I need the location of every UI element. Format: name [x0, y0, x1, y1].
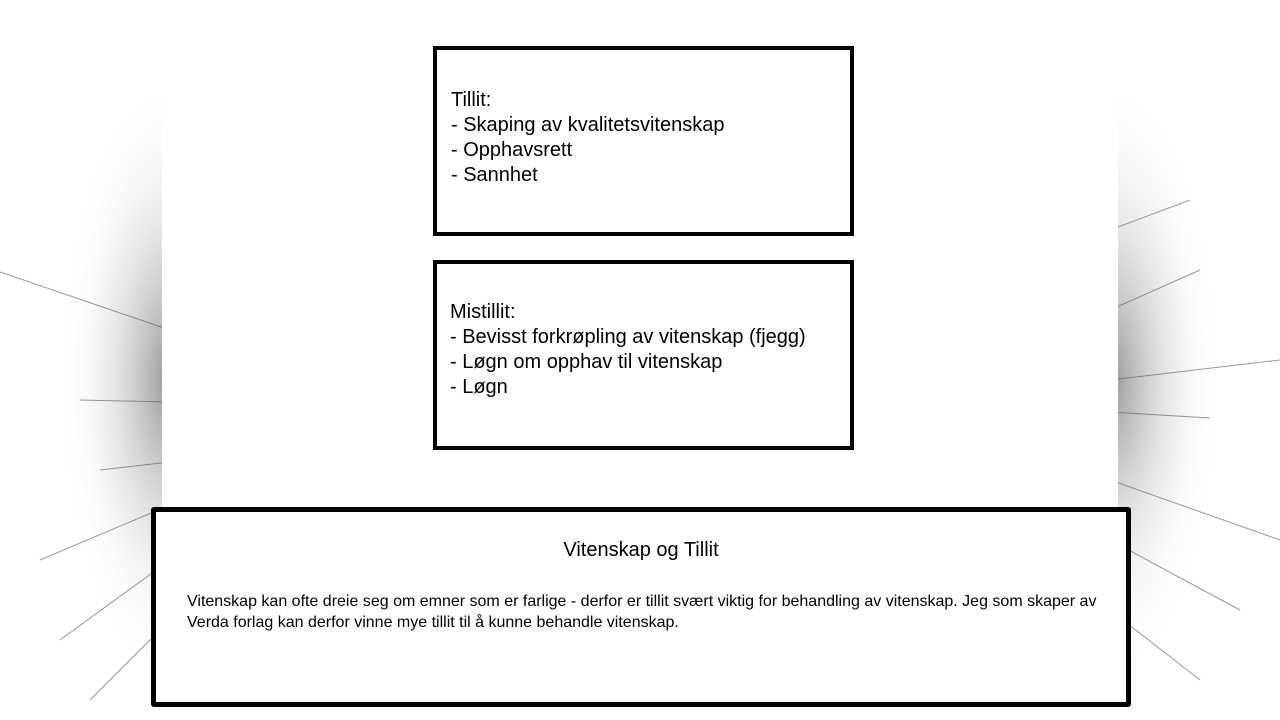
- trust-item: - Opphavsrett: [451, 139, 573, 161]
- main-text-box: [151, 507, 1131, 707]
- trust-box: [433, 46, 854, 236]
- distrust-item: - Løgn: [450, 376, 508, 398]
- trust-item: - Sannhet: [451, 164, 538, 186]
- distrust-item: - Bevisst forkrøpling av vitenskap (fjegg): [450, 326, 806, 348]
- main-body-text: Vitenskap kan ofte dreie seg om emner som er farlige - derfor er tillit svært viktig for behandling av vitenskap. Jeg som skaper av Verda forlag kan derfor vinne mye tillit til å kunne behandle vitenskap.: [187, 593, 1097, 631]
- distrust-box: [433, 260, 854, 450]
- trust-item: - Skaping av kvalitetsvitenskap: [451, 114, 725, 136]
- distrust-heading: Mistillit:: [450, 301, 516, 323]
- main-title: Vitenskap og Tillit: [563, 539, 719, 561]
- trust-heading: Tillit:: [451, 89, 492, 111]
- distrust-item: - Løgn om opphav til vitenskap: [450, 351, 723, 373]
